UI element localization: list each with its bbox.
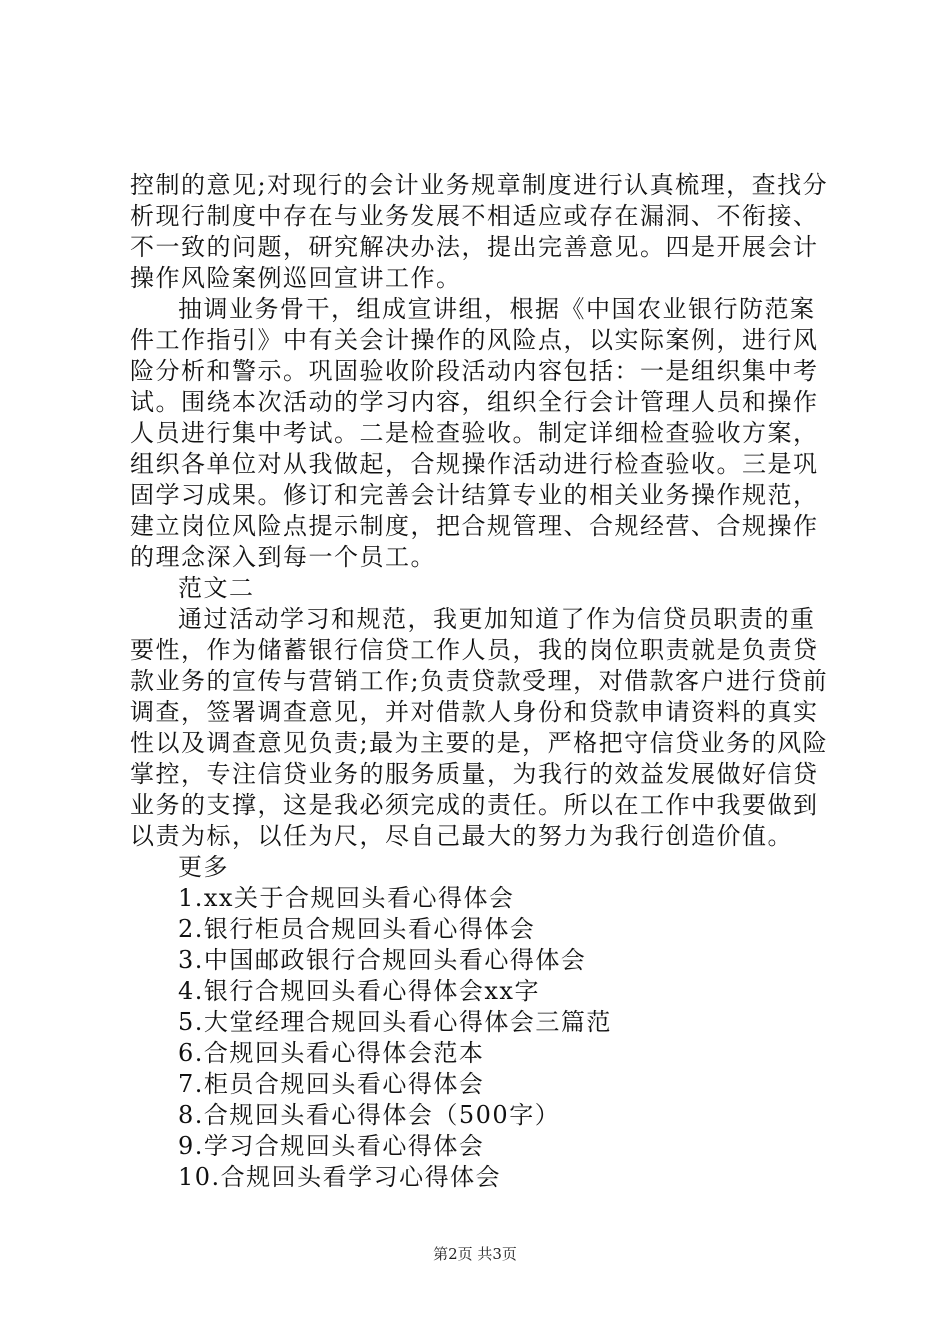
paragraph2-line: 试。围绕本次活动的学习内容，组织全行会计管理人员和操作 [130, 388, 819, 416]
paragraph3-line: 掌控，专注信贷业务的服务质量，为我行的效益发展做好信贷 [130, 760, 819, 788]
paragraph2-line: 固学习成果。修订和完善会计结算专业的相关业务操作规范， [130, 481, 819, 509]
more-link-item[interactable]: 5.大堂经理合规回头看心得体会三篇范 [178, 1008, 612, 1036]
paragraph3-line: 通过活动学习和规范，我更加知道了作为信贷员职责的重 [178, 605, 816, 633]
paragraph3-line: 以责为标，以任为尺，尽自己最大的努力为我行创造价值。 [130, 822, 793, 850]
paragraph3-line: 调查，签署调查意见，并对借款人身份和贷款申请资料的真实 [130, 698, 819, 726]
more-link-item[interactable]: 3.中国邮政银行合规回头看心得体会 [178, 946, 587, 974]
paragraph1-line: 不一致的问题，研究解决办法，提出完善意见。四是开展会计 [130, 233, 819, 261]
paragraph2-line: 的理念深入到每一个员工。 [130, 543, 436, 571]
more-link-item[interactable]: 7.柜员合规回头看心得体会 [178, 1070, 485, 1098]
paragraph1-line: 操作风险案例巡回宣讲工作。 [130, 264, 462, 292]
paragraph2-line: 抽调业务骨干，组成宣讲组，根据《中国农业银行防范案 [178, 295, 816, 323]
paragraph2-line: 组织各单位对从我做起，合规操作活动进行检查验收。三是巩 [130, 450, 819, 478]
paragraph2-line: 建立岗位风险点提示制度，把合规管理、合规经营、合规操作 [130, 512, 819, 540]
more-link-item[interactable]: 2.银行柜员合规回头看心得体会 [178, 915, 536, 943]
page-number-footer: 第2页 共3页 [433, 1245, 517, 1263]
paragraph1-line: 析现行制度中存在与业务发展不相适应或存在漏洞、不衔接、 [130, 202, 819, 230]
paragraph2-line: 人员进行集中考试。二是检查验收。制定详细检查验收方案， [130, 419, 819, 447]
paragraph3-line: 业务的支撑，这是我必须完成的责任。所以在工作中我要做到 [130, 791, 819, 819]
paragraph3-line: 要性，作为储蓄银行信贷工作人员，我的岗位职责就是负责贷 [130, 636, 819, 664]
more-link-item[interactable]: 10.合规回头看学习心得体会 [178, 1163, 502, 1191]
paragraph3-line: 性以及调查意见负责;最为主要的是，严格把守信贷业务的风险 [130, 729, 829, 757]
more-label: 更多 [178, 853, 229, 881]
more-link-item[interactable]: 9.学习合规回头看心得体会 [178, 1132, 485, 1160]
more-link-item[interactable]: 1.xx关于合规回头看心得体会 [178, 884, 515, 912]
paragraph3-line: 款业务的宣传与营销工作;负责贷款受理，对借款客户进行贷前 [130, 667, 829, 695]
more-link-item[interactable]: 6.合规回头看心得体会范本 [178, 1039, 485, 1067]
paragraph2-line: 险分析和警示。巩固验收阶段活动内容包括：一是组织集中考 [130, 357, 819, 385]
paragraph2-line: 件工作指引》中有关会计操作的风险点，以实际案例，进行风 [130, 326, 819, 354]
more-link-item[interactable]: 8.合规回头看心得体会（500字） [178, 1101, 561, 1129]
paragraph1-line: 控制的意见;对现行的会计业务规章制度进行认真梳理，查找分 [130, 171, 829, 199]
more-link-item[interactable]: 4.银行合规回头看心得体会xx字 [178, 977, 540, 1005]
section-title: 范文二 [178, 574, 255, 602]
